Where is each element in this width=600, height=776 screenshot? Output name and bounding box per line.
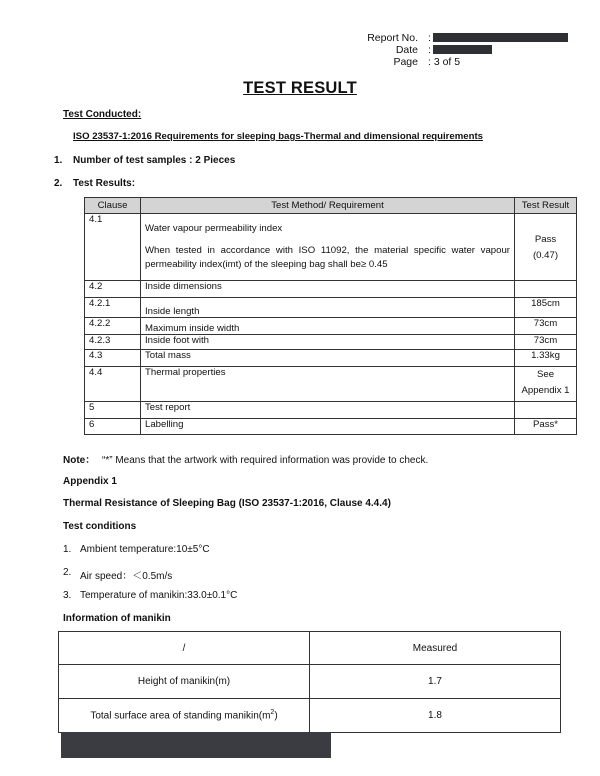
manikin-area-label-sup: 2: [270, 709, 275, 717]
manikin-area-value: 1.8: [310, 699, 561, 733]
result-cell: [515, 281, 577, 298]
table-row: [85, 281, 577, 298]
manikin-height-label: Height of manikin(m): [59, 665, 310, 699]
result-value-detail: Appendix 1: [521, 385, 570, 396]
table-row: [59, 699, 561, 733]
condition-text: Air speed：＜0.5m/s: [80, 571, 173, 582]
manikin-area-label: [59, 699, 310, 733]
appendix-subtitle: Thermal Resistance of Sleeping Bag (ISO 23537-1:2016, Clause 4.4.4): [63, 498, 391, 509]
result-value: See: [536, 369, 555, 380]
date-redaction: [433, 45, 492, 54]
table-row: [85, 367, 577, 402]
clause-cell: 4.3: [85, 350, 141, 367]
requirement-cell: Inside foot with: [141, 335, 515, 350]
clause-cell: 4.2: [85, 281, 141, 298]
requirement-text: When tested in accordance with ISO 11092, the material specific water vapour permeability index(imt) of the sleeping bag shall be≥ 0.45: [145, 245, 510, 270]
requirement-cell: Test report: [141, 402, 515, 419]
condition-number: 2.: [63, 567, 72, 578]
condition-number: 1.: [63, 544, 72, 555]
header-clause: Clause: [85, 198, 141, 214]
note: [63, 451, 428, 466]
clause-cell: [85, 214, 141, 281]
clause-cell: 4.2.1: [85, 298, 141, 318]
result-cell: 1.33kg: [515, 350, 577, 367]
clause-cell: 4.2.3: [85, 335, 141, 350]
standard-line: ISO 23537-1:2016 Requirements for sleeping bags-Thermal and dimensional requirements: [73, 131, 483, 142]
header-test-result: Test Result: [515, 198, 577, 214]
results-header-row: [85, 198, 577, 214]
report-no-colon: :: [428, 32, 431, 44]
manikin-area-label-text: Total surface area of standing manikin(m: [90, 710, 271, 722]
item-1-number: 1.: [54, 155, 63, 166]
result-cell: 73cm: [515, 318, 577, 335]
requirement-cell: Maximum inside width: [141, 318, 515, 335]
table-row: [59, 665, 561, 699]
note-label: Note：: [63, 455, 96, 466]
requirement-cell: Total mass: [141, 350, 515, 367]
table-row: [85, 350, 577, 367]
requirement-cell: [141, 214, 515, 281]
result-cell: [515, 214, 577, 281]
result-cell: 185cm: [515, 298, 577, 318]
date-colon: :: [428, 44, 431, 56]
result-cell: [515, 402, 577, 419]
manikin-area-label-close: ): [274, 710, 278, 722]
item-1-text: Number of test samples : 2 Pieces: [73, 155, 236, 166]
item-2-number: 2.: [54, 178, 63, 189]
clause-cell: 5: [85, 402, 141, 419]
date-label: Date: [395, 44, 418, 56]
condition-text: Temperature of manikin:33.0±0.1°C: [80, 590, 238, 601]
result-cell: 73cm: [515, 335, 577, 350]
manikin-title: Information of manikin: [63, 613, 171, 624]
result-value: Pass: [534, 234, 557, 245]
note-text: “*” Means that the artwork with required information was provide to check.: [102, 455, 429, 466]
requirement-title: Water vapour permeability index: [145, 223, 283, 234]
table-row: [85, 335, 577, 350]
header-test-method: Test Method/ Requirement: [141, 198, 515, 214]
result-cell: [515, 367, 577, 402]
condition-number: 3.: [63, 590, 72, 601]
test-conducted-label: Test Conducted:: [63, 109, 142, 120]
manikin-table: [58, 631, 561, 733]
manikin-height-value: 1.7: [310, 665, 561, 699]
item-2-text: Test Results:: [73, 178, 136, 189]
report-no-redaction: [433, 33, 568, 42]
condition-text: Ambient temperature:10±5°C: [80, 544, 210, 555]
requirement-cell: Inside dimensions: [141, 281, 515, 298]
page-title: TEST RESULT: [243, 79, 357, 97]
page-value: : 3 of 5: [428, 56, 461, 68]
requirement-cell: Thermal properties: [141, 367, 515, 402]
requirement-cell: Inside length: [141, 298, 515, 318]
result-value-detail: (0.47): [532, 250, 559, 261]
page-label: Page: [393, 56, 418, 68]
appendix-title: Appendix 1: [63, 476, 117, 487]
clause-cell: 4.4: [85, 367, 141, 402]
result-cell: Pass*: [515, 419, 577, 435]
clause-number: 4.1: [89, 214, 103, 225]
requirement-cell: Labelling: [141, 419, 515, 435]
report-no-label: Report No.: [367, 32, 418, 44]
table-row: [85, 318, 577, 335]
table-row: [85, 214, 577, 281]
table-row: [85, 298, 577, 318]
clause-cell: 6: [85, 419, 141, 435]
test-conditions-title: Test conditions: [63, 521, 137, 532]
manikin-header-measured: Measured: [310, 632, 561, 665]
table-row: [85, 402, 577, 419]
manikin-header-slash: /: [59, 632, 310, 665]
results-table: [84, 197, 577, 435]
clause-cell: 4.2.2: [85, 318, 141, 335]
footer-redaction: [61, 732, 331, 758]
table-row: [85, 419, 577, 435]
table-row: [59, 632, 561, 665]
